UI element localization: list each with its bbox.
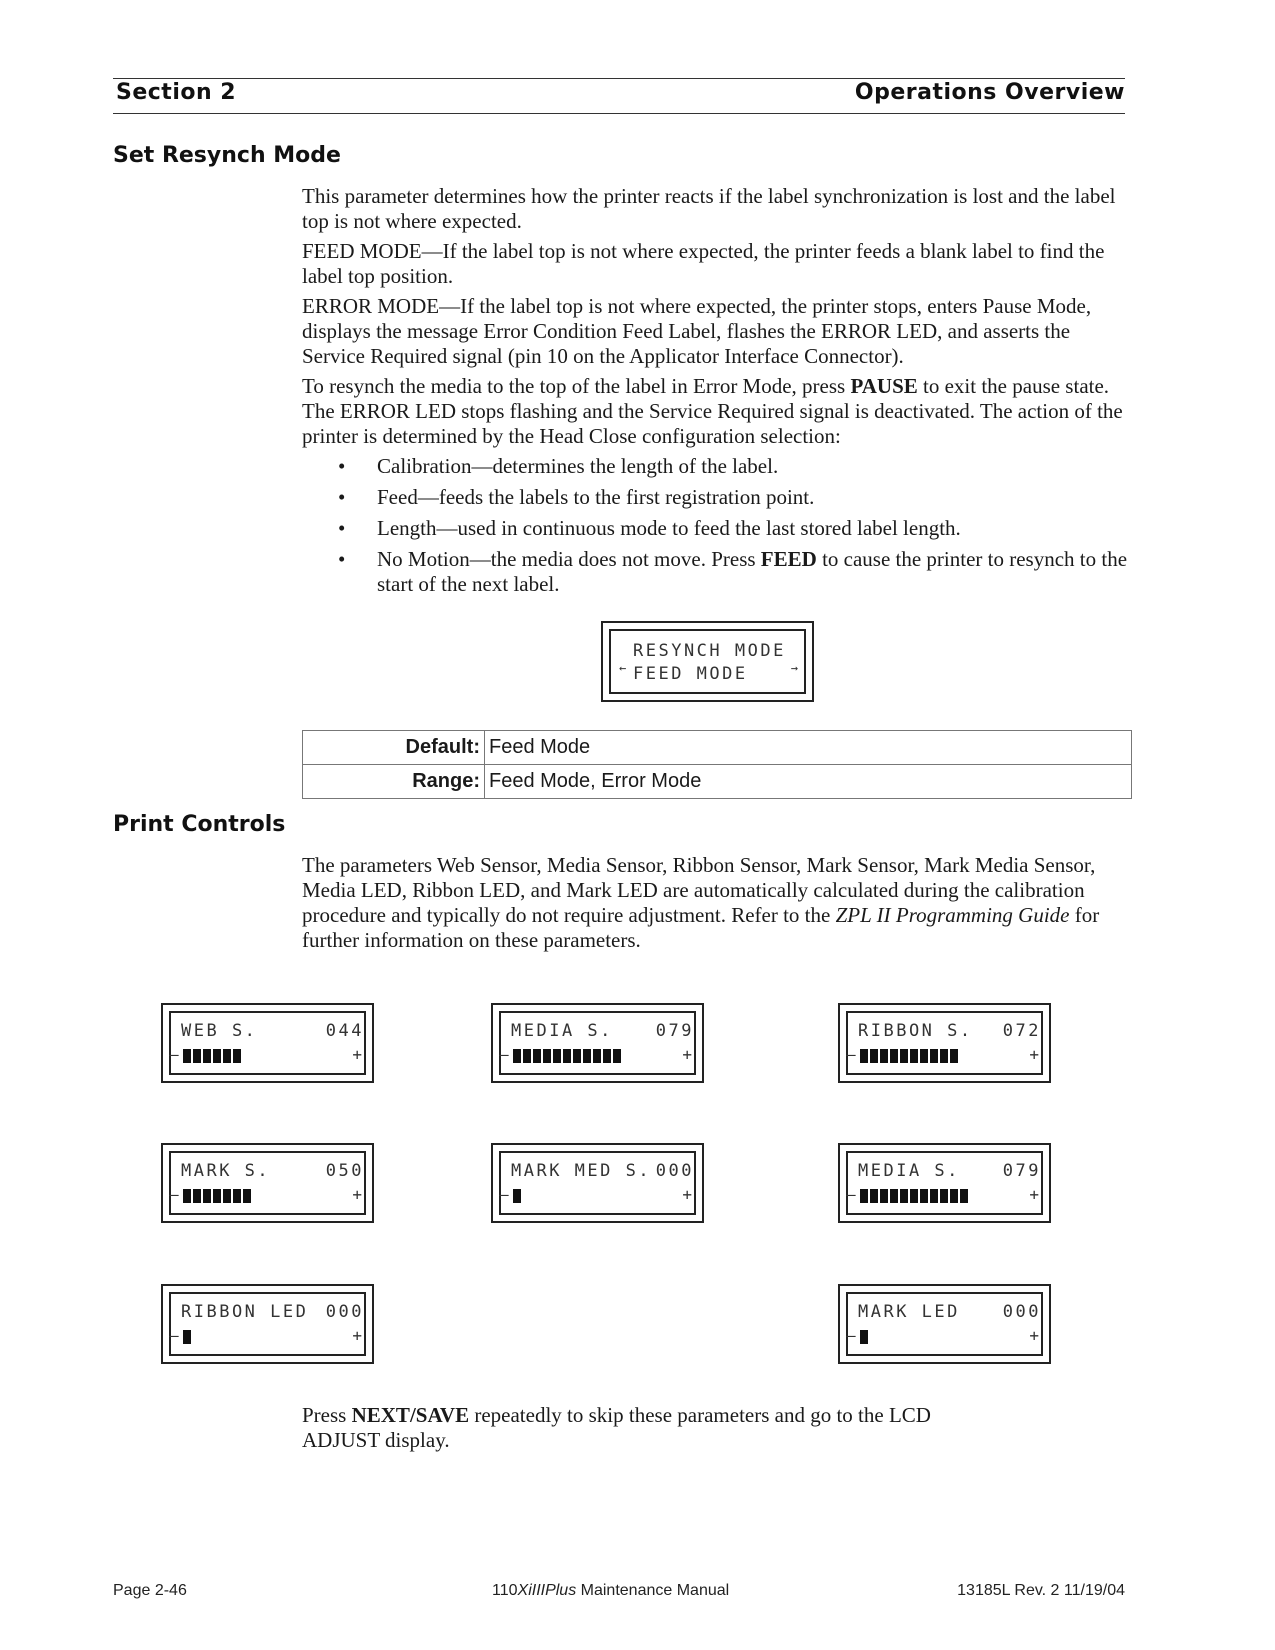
bullet-icon: •	[338, 516, 346, 540]
plus-icon: +	[352, 1185, 362, 1204]
pause-keyword: PAUSE	[850, 374, 918, 398]
list-item-text-after: to cause the printer to resynch to the start of the next label.	[377, 547, 1128, 596]
lcd-line-1: RESYNCH MODE	[633, 641, 786, 661]
lcd-value: 072	[1002, 1021, 1041, 1041]
level-bar-segment	[243, 1189, 251, 1203]
sensor-lcd-display	[838, 1003, 1051, 1083]
level-bar-segment	[603, 1049, 611, 1063]
level-bar-segment	[880, 1189, 888, 1203]
p4-text-after: to exit the pause state. The ERROR LED stops flashing and the Service Required signal is deactivated. The action of the printer is determined by the Head Close configuration selection:	[302, 374, 1123, 448]
footer-page-number: Page 2-46	[113, 1582, 187, 1599]
level-bar	[183, 1049, 241, 1063]
level-bar-segment	[553, 1049, 561, 1063]
intro-text-after: for further information on these parameters.	[302, 903, 1100, 952]
plus-icon: +	[682, 1045, 692, 1064]
header-section: Section 2	[116, 80, 237, 105]
level-bar	[860, 1330, 868, 1344]
plus-icon: +	[352, 1326, 362, 1345]
level-bar-segment	[910, 1189, 918, 1203]
level-bar-segment	[890, 1189, 898, 1203]
minus-icon: –	[169, 1185, 179, 1204]
list-item	[302, 485, 1132, 510]
level-bar-segment	[183, 1330, 191, 1344]
level-bar-segment	[533, 1049, 541, 1063]
sensor-lcd-display	[491, 1003, 704, 1083]
manual-model-plus: Plus	[545, 1582, 577, 1599]
lcd-value: 079	[655, 1021, 694, 1041]
press-text-after: repeatedly to skip these parameters and go to the LCD ADJUST display.	[302, 1403, 931, 1452]
lcd-label: MARK S.	[181, 1161, 271, 1181]
list-item	[302, 516, 1132, 541]
intro-text: The parameters Web Sensor, Media Sensor, Ribbon Sensor, Mark Sensor, Mark Media Sensor, Media LED, Ribbon LED, and Mark LED are automatically calculated during the calibration procedure and typically do not require adjustment. Refer to the	[302, 853, 1096, 927]
feed-keyword: FEED	[760, 547, 817, 571]
level-bar-segment	[870, 1189, 878, 1203]
sensor-lcd-display	[838, 1284, 1051, 1364]
list-item-text: Calibration—determines the length of the label.	[377, 454, 779, 478]
bullet-icon: •	[338, 547, 346, 571]
level-bar-segment	[223, 1189, 231, 1203]
level-bar-segment	[880, 1049, 888, 1063]
table-row	[303, 765, 1132, 799]
sensor-lcd-display	[838, 1143, 1051, 1223]
table-row	[303, 731, 1132, 765]
level-bar-segment	[513, 1189, 521, 1203]
minus-icon: –	[499, 1045, 509, 1064]
right-arrow-icon: →	[790, 661, 798, 675]
level-bar-segment	[860, 1330, 868, 1344]
level-bar-segment	[213, 1189, 221, 1203]
level-bar-segment	[183, 1049, 191, 1063]
resynch-paragraph-3: ERROR MODE—If the label top is not where expected, the printer stops, enters Pause Mode, displays the message Error Condition Feed Label, flashes the ERROR LED, and asserts the Service Required signal (pin 10 on the Applicator Interface Connector).	[302, 294, 1092, 368]
level-bar	[513, 1189, 521, 1203]
lcd-label: RIBBON S.	[858, 1021, 973, 1041]
default-label: Default:	[303, 731, 485, 765]
level-bar-segment	[523, 1049, 531, 1063]
p4-text: To resynch the media to the top of the label in Error Mode, press	[302, 374, 851, 398]
plus-icon: +	[1029, 1185, 1039, 1204]
lcd-label: MEDIA S.	[858, 1161, 960, 1181]
list-item	[302, 454, 1132, 479]
resynch-paragraph-1: This parameter determines how the printer reacts if the label synchronization is lost and the label top is not where expected.	[302, 184, 1116, 233]
minus-icon: –	[169, 1326, 179, 1345]
level-bar-segment	[900, 1189, 908, 1203]
lcd-frame	[609, 629, 806, 694]
level-bar-segment	[563, 1049, 571, 1063]
print-controls-intro	[302, 853, 1132, 958]
lcd-value: 000	[655, 1161, 694, 1181]
list-item-text: No Motion—the media does not move. Press	[377, 547, 761, 571]
plus-icon: +	[682, 1185, 692, 1204]
list-item-text: Feed—feeds the labels to the first registration point.	[377, 485, 815, 509]
manual-model: 110	[492, 1582, 518, 1599]
level-bar-segment	[950, 1049, 958, 1063]
sensor-lcd-display	[491, 1143, 704, 1223]
list-item	[302, 547, 1132, 597]
next-save-paragraph	[302, 1403, 942, 1453]
lcd-value: 000	[1002, 1302, 1041, 1322]
press-text: Press	[302, 1403, 352, 1427]
header-bottom-rule	[113, 113, 1125, 114]
lcd-label: MARK LED	[858, 1302, 960, 1322]
lcd-label: WEB S.	[181, 1021, 258, 1041]
zpl-guide-reference: ZPL II Programming Guide	[835, 903, 1070, 927]
lcd-label: MARK MED S.	[511, 1161, 652, 1181]
level-bar-segment	[543, 1049, 551, 1063]
level-bar	[860, 1049, 958, 1063]
level-bar-segment	[940, 1049, 948, 1063]
level-bar-segment	[573, 1049, 581, 1063]
next-save-keyword: NEXT/SAVE	[351, 1403, 470, 1427]
level-bar-segment	[183, 1189, 191, 1203]
bullet-icon: •	[338, 454, 346, 478]
minus-icon: –	[169, 1045, 179, 1064]
resynch-body	[302, 184, 1132, 603]
level-bar	[183, 1330, 191, 1344]
level-bar	[513, 1049, 621, 1063]
level-bar-segment	[613, 1049, 621, 1063]
print-controls-heading: Print Controls	[113, 812, 286, 837]
level-bar-segment	[960, 1189, 968, 1203]
resynch-param-table	[302, 730, 1132, 799]
lcd-label: RIBBON LED	[181, 1302, 309, 1322]
level-bar-segment	[593, 1049, 601, 1063]
intro-paragraph	[302, 853, 1132, 953]
lcd-value: 050	[325, 1161, 364, 1181]
sensor-lcd-display	[161, 1143, 374, 1223]
level-bar	[860, 1189, 968, 1203]
left-arrow-icon: ←	[619, 661, 627, 675]
level-bar-segment	[513, 1049, 521, 1063]
level-bar-segment	[920, 1049, 928, 1063]
level-bar-segment	[930, 1189, 938, 1203]
footer-manual-title	[492, 1582, 729, 1600]
level-bar-segment	[940, 1189, 948, 1203]
manual-name: Maintenance Manual	[576, 1582, 730, 1599]
level-bar-segment	[860, 1049, 868, 1063]
plus-icon: +	[1029, 1326, 1039, 1345]
bullet-icon: •	[338, 485, 346, 509]
header-title: Operations Overview	[854, 80, 1125, 105]
resynch-heading: Set Resynch Mode	[113, 143, 341, 168]
range-label: Range:	[303, 765, 485, 799]
level-bar-segment	[910, 1049, 918, 1063]
lcd-line-2: FEED MODE	[633, 664, 748, 684]
manual-model-italic: XiIII	[517, 1582, 546, 1599]
level-bar-segment	[920, 1189, 928, 1203]
lcd-value: 079	[1002, 1161, 1041, 1181]
header-top-rule	[113, 78, 1125, 79]
list-item-text: Length—used in continuous mode to feed the last stored label length.	[377, 516, 961, 540]
sensor-lcd-display	[161, 1003, 374, 1083]
minus-icon: –	[846, 1326, 856, 1345]
level-bar-segment	[950, 1189, 958, 1203]
plus-icon: +	[1029, 1045, 1039, 1064]
level-bar-segment	[930, 1049, 938, 1063]
level-bar-segment	[870, 1049, 878, 1063]
minus-icon: –	[846, 1045, 856, 1064]
resynch-paragraph-4	[302, 374, 1132, 449]
lcd-value: 044	[325, 1021, 364, 1041]
level-bar-segment	[203, 1189, 211, 1203]
level-bar-segment	[213, 1049, 221, 1063]
head-close-options	[302, 454, 1132, 597]
range-value: Feed Mode, Error Mode	[485, 765, 1132, 799]
minus-icon: –	[846, 1185, 856, 1204]
level-bar-segment	[223, 1049, 231, 1063]
lcd-value: 000	[325, 1302, 364, 1322]
level-bar-segment	[860, 1189, 868, 1203]
sensor-lcd-display	[161, 1284, 374, 1364]
plus-icon: +	[352, 1045, 362, 1064]
next-save-note	[302, 1403, 942, 1458]
default-value: Feed Mode	[485, 731, 1132, 765]
lcd-label: MEDIA S.	[511, 1021, 613, 1041]
level-bar-segment	[193, 1189, 201, 1203]
level-bar-segment	[583, 1049, 591, 1063]
minus-icon: –	[499, 1185, 509, 1204]
level-bar-segment	[203, 1049, 211, 1063]
footer-revision: 13185L Rev. 2 11/19/04	[957, 1582, 1125, 1599]
level-bar-segment	[233, 1189, 241, 1203]
level-bar-segment	[900, 1049, 908, 1063]
resynch-paragraph-2: FEED MODE—If the label top is not where expected, the printer feeds a blank label to find the label top position.	[302, 239, 1105, 288]
level-bar-segment	[193, 1049, 201, 1063]
level-bar	[183, 1189, 251, 1203]
level-bar-segment	[890, 1049, 898, 1063]
resynch-lcd-display	[601, 621, 814, 702]
level-bar-segment	[233, 1049, 241, 1063]
